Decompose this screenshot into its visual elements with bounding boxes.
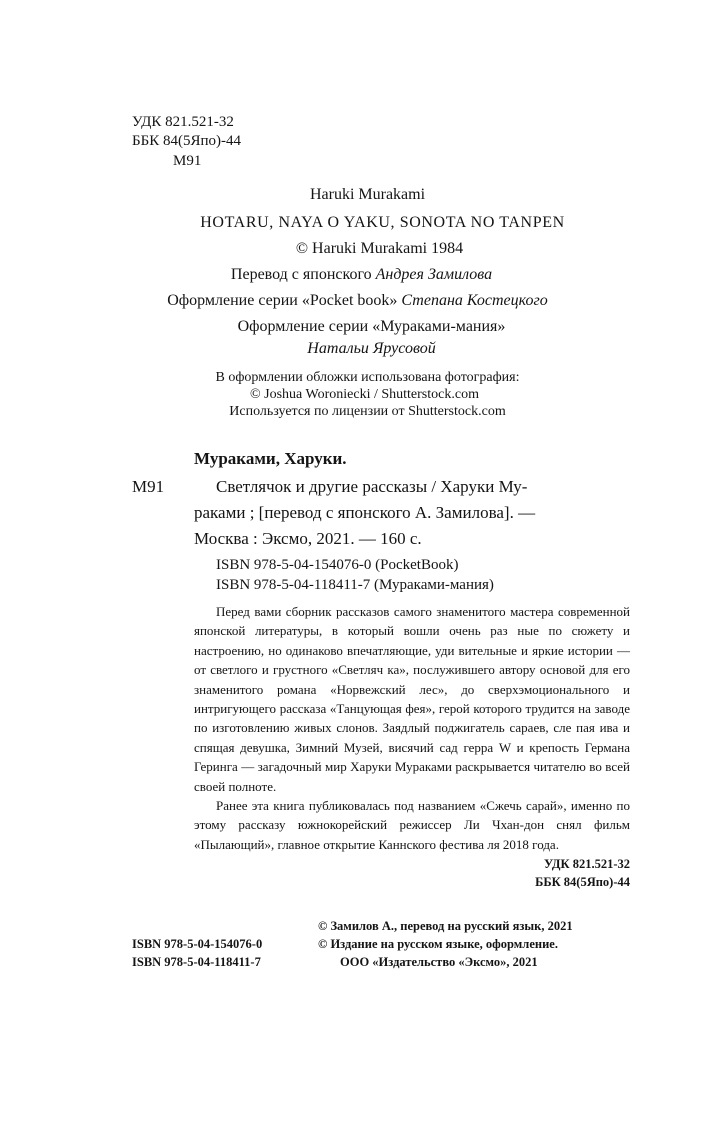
annotation-line: современной японской литературы, в который вошли очень раз [194, 604, 630, 639]
original-copyright: © Haruki Murakami 1984 [295, 240, 464, 257]
photo-line1: В оформлении обложки использована фотография: [215, 370, 520, 385]
annotation-line: ные по сюжету и настроению, но одинаково впечатляющие, уди [194, 623, 631, 658]
series2-credit: Оформление серии «Мураками-мания» [237, 318, 506, 335]
annotation-para1 [194, 602, 630, 796]
annotation-line: ля 2018 года. [487, 836, 559, 852]
footer-udk: УДК 821.521-32 [544, 857, 630, 871]
translation-credit [7, 266, 709, 284]
record-isbn2: ISBN 978-5-04-118411-7 (Мураками-мания) [216, 577, 494, 593]
annotation [194, 602, 630, 854]
footer-isbn1: ISBN 978-5-04-154076-0 [132, 937, 263, 951]
record-line3: Москва : Эксмо, 2021. — 160 с. [194, 529, 422, 548]
annotation-line: именно по этому рассказу южнокорейский режиссер Ли Чхан-дон [194, 798, 630, 833]
annotation-line: крепость Германа Геринга — загадочный мир Харуки Мураками [194, 739, 630, 775]
annotation-line: пая ива и спящая девушка, Зимний Музей, висячий сад герра W и [194, 720, 630, 755]
footer-copy3: ООО «Издательство «Эксмо», 2021 [340, 955, 538, 969]
footer-copyright [318, 917, 573, 971]
footer-copy1: © Замилов А., перевод на русский язык, 2021 [318, 919, 573, 933]
annotation-line: изготовлению живых слонов. Заядлый поджигатель сараев, сле [212, 720, 572, 736]
author-mark: М91 [173, 153, 202, 169]
annotation-line: раскрывается читателю во всей своей полноте. [194, 759, 631, 794]
record-isbn1: ISBN 978-5-04-154076-0 (PocketBook) [216, 557, 459, 573]
annotation-line: Перед вами сборник рассказов самого знаменитого мастера [216, 604, 558, 619]
photo-line3: Используется по лицензии от Shutterstock.com [229, 404, 506, 419]
footer-isbns [132, 935, 262, 971]
series2-designer: Натальи Ярусовой [307, 340, 436, 357]
record-heading: Мураками, Харуки. [194, 449, 347, 468]
annotation-line: снял фильм «Пылающий», главное открытие Каннского фестива [194, 817, 630, 852]
series1-credit [3, 292, 709, 310]
annotation-line: ка», послужившего автору основой для его знаменитого романа [194, 662, 631, 697]
photo-line2: © Joshua Woroniecki / Shutterstock.com [250, 387, 479, 402]
record-line1: Светлячок и другие рассказы / Харуки Му- [216, 477, 528, 496]
series1-designer: Степана Костецкого [401, 292, 548, 309]
annotation-line: рассказа «Танцующая фея», герой которого трудится на заводе по [194, 701, 630, 736]
record-description [194, 474, 630, 552]
original-author: Haruki Murakami [309, 186, 426, 203]
annotation-line: Ранее эта книга публиковалась под названием «Сжечь сарай», [216, 798, 571, 814]
udk-code: УДК 821.521-32 [132, 114, 234, 130]
footer-copy2: © Издание на русском языке, оформление. [318, 937, 558, 951]
bbk-code: ББК 84(5Япо)-44 [132, 133, 241, 149]
record-mark: М91 [132, 477, 165, 496]
annotation-para2 [194, 796, 630, 854]
original-title: HOTARU, NAYA O YAKU, SONOTA NO TANPEN [200, 214, 565, 231]
translation-prefix: Перевод с японского [230, 266, 372, 283]
record-line2: раками ; [перевод с японского А. Замилова]. — [194, 503, 536, 522]
translator-name: Андрея Замилова [375, 266, 493, 283]
series1-prefix: Оформление серии «Pocket book» [167, 292, 398, 309]
footer-codes [535, 855, 630, 891]
footer-isbn2: ISBN 978-5-04-118411-7 [132, 955, 261, 969]
annotation-line: «Норвежский лес», до сверхэмоционального и интригующего [194, 681, 630, 717]
annotation-line: вительные и яркие истории — от светлого и грустного «Светляч [194, 642, 630, 678]
footer-bbk: ББК 84(5Япо)-44 [535, 875, 630, 889]
